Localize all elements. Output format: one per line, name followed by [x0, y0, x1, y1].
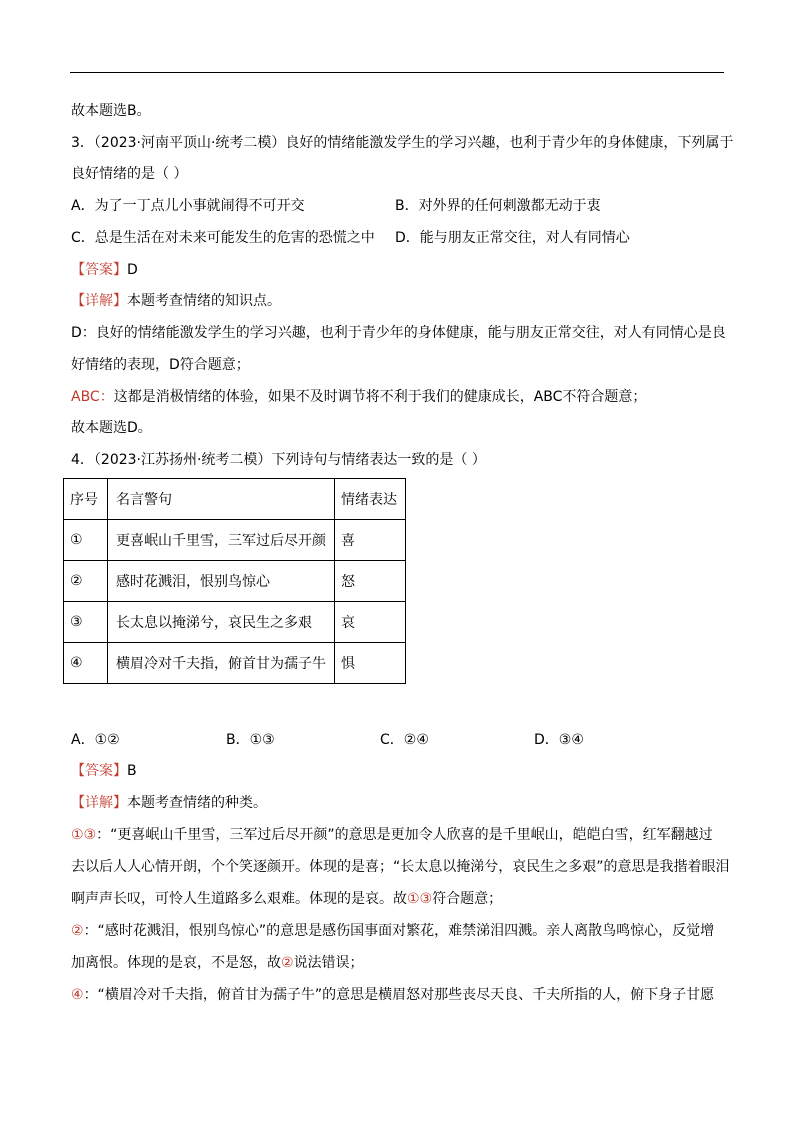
answer-value: D: [127, 262, 138, 278]
q3-option-c: C．总是生活在对未来可能发生的危害的恐慌之中: [71, 230, 375, 246]
table-row: [64, 643, 406, 684]
table-row: [64, 561, 406, 602]
header-rule: [70, 72, 724, 73]
table-cell: ③: [64, 602, 108, 643]
q4-option-b: B．①③: [226, 732, 275, 748]
explain-text: 加离恨。体现的是哀，不是怒，故: [71, 955, 281, 971]
answer-value: B: [127, 763, 137, 779]
table-cell: 喜: [335, 520, 406, 561]
table-cell: 怒: [335, 561, 406, 602]
q4-answer: [71, 761, 137, 781]
explain-text: ：“感时花溅泪，恨别鸟惊心”的意思是感伤国事面对繁花，难禁涕泪四溅。亲人离散鸟鸣惊心，反觉增: [83, 923, 715, 939]
q4-explain-line2: 去以后人人心情开朗，个个笑逐颜开。体现的是喜；“长太息以掩涕兮，哀民生之多艰”的意思是我揩着眼泪: [71, 859, 730, 875]
q3-option-b: B．对外界的任何刺激都无动于衷: [395, 198, 601, 214]
q3-answer: [71, 260, 138, 280]
table-cell: ②: [64, 561, 108, 602]
explain-text: ：“横眉冷对千夫指，俯首甘为孺子牛”的意思是横眉怒对那些丧尽天良、千夫所指的人，俯下身子甘愿: [83, 987, 715, 1003]
detail-tag: 【详解】: [71, 795, 127, 811]
table-cell: 惧: [335, 643, 406, 684]
explain-tag: ②: [281, 955, 294, 971]
table-cell: ④: [64, 643, 108, 684]
detail-text: 本题考查情绪的知识点。: [127, 293, 281, 309]
q4-explain-line1: [71, 825, 713, 845]
q4-option-d: D．③④: [534, 732, 584, 748]
q3-option-a: A．为了一丁点儿小事就闹得不可开交: [71, 198, 305, 214]
q3-stem-line1: 3．（2023·河南平顶山·统考二模）良好的情绪能激发学生的学习兴趣，也利于青少年的身体健康，下列属于: [71, 135, 734, 151]
q4-detail: [71, 793, 267, 813]
detail-text: 本题考查情绪的种类。: [127, 795, 267, 811]
poem-emotion-table: [63, 478, 406, 684]
explain-text: 说法错误；: [293, 955, 364, 971]
table-row: [64, 602, 406, 643]
q4-option-a: A．①②: [71, 732, 120, 748]
table-header-row: [64, 479, 406, 520]
table-cell: 长太息以掩涕兮，哀民生之多艰: [108, 602, 335, 643]
q3-stem-line2: 良好情绪的是（ ）: [71, 166, 188, 182]
q4-explain-line4: [71, 921, 714, 941]
table-cell: ①: [64, 520, 108, 561]
explain-tag: ABC：: [71, 389, 114, 405]
q4-option-c: C．②④: [380, 732, 429, 748]
q3-detail: [71, 291, 281, 311]
table-cell: 横眉冷对千夫指，俯首甘为孺子牛: [108, 643, 335, 684]
explain-tag: ④: [71, 987, 84, 1003]
q4-explain-line3: [71, 889, 502, 909]
explain-tag: ①③: [407, 891, 433, 907]
table-cell: 更喜岷山千里雪，三军过后尽开颜: [108, 520, 335, 561]
q4-explain-line5: [71, 953, 364, 973]
detail-tag: 【详解】: [71, 293, 127, 309]
answer-tag: 【答案】: [71, 262, 127, 278]
q4-stem: 4．（2023·江苏扬州·统考二模）下列诗句与情绪表达一致的是（ ）: [71, 452, 486, 468]
explain-text: 这都是消极情绪的体验，如果不及时调节将不利于我们的健康成长，ABC不符合题意；: [113, 389, 647, 405]
table-header-cell: 名言警句: [108, 479, 335, 520]
table-cell: 感时花溅泪，恨别鸟惊心: [108, 561, 335, 602]
q3-explain-line3: [71, 387, 646, 407]
explain-text: 啊声声长叹，可怜人生道路多么艰难。体现的是哀。故: [71, 891, 407, 907]
answer-tag: 【答案】: [71, 763, 127, 779]
explain-text: ：“更喜岷山千里雪，三军过后尽开颜”的意思是更加令人欣喜的是千里岷山，皑皑白雪，红军翻越过: [96, 827, 713, 843]
table-row: [64, 520, 406, 561]
explain-tag: ①③: [71, 827, 97, 843]
table-cell: 哀: [335, 602, 406, 643]
q4-explain-line6: [71, 985, 714, 1005]
q3-conclusion: 故本题选D。: [71, 420, 152, 436]
q3-explain-line2: 好情绪的表现，D符合题意；: [71, 357, 250, 373]
explain-text: 符合题意；: [432, 891, 503, 907]
explain-tag: ②: [71, 923, 84, 939]
table-header-cell: 序号: [64, 479, 108, 520]
q3-option-d: D．能与朋友正常交往，对人有同情心: [395, 230, 630, 246]
line-conclusion-prev: 故本题选B。: [71, 103, 151, 119]
q3-explain-line1: D：良好的情绪能激发学生的学习兴趣，也利于青少年的身体健康，能与朋友正常交往，对人有同情心是良: [71, 325, 726, 341]
table-header-cell: 情绪表达: [335, 479, 406, 520]
